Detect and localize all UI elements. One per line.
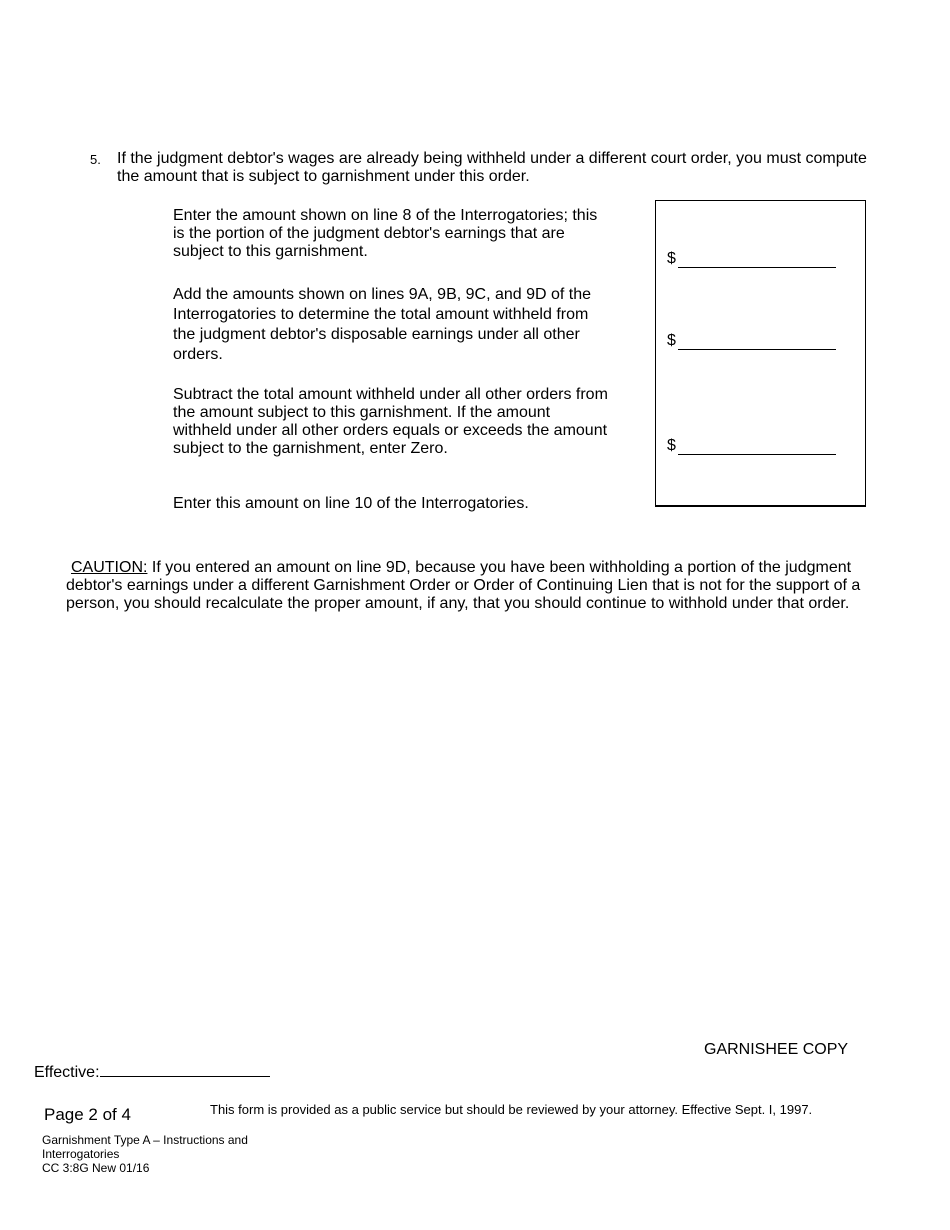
item-number: 5.: [90, 152, 101, 167]
dollar-sign: $: [667, 250, 676, 267]
item-instruction: If the judgment debtor's wages are already being withheld under a different court order, you must compute the amount that is subject to garnishment under this order.: [117, 150, 867, 185]
form-code: CC 3:8G New 01/16: [42, 1161, 150, 1175]
caution-label: CAUTION:: [71, 559, 148, 576]
step-subtract: Subtract the total amount withheld under all other orders from the amount subject to this garnishment. If the amount withheld under all other orders equals or exceeds the amount subject to the garnishment, enter Zero.: [173, 386, 608, 457]
dollar-sign: $: [667, 437, 676, 454]
step-enter-line-10: Enter this amount on line 10 of the Interrogatories.: [173, 495, 529, 512]
amount-blank-line[interactable]: [678, 453, 836, 455]
effective-label: Effective:: [34, 1064, 100, 1081]
amount-blank-line[interactable]: [678, 266, 836, 268]
garnishee-copy-label: GARNISHEE COPY: [704, 1041, 849, 1058]
dollar-sign: $: [667, 332, 676, 349]
effective-blank-line[interactable]: [100, 1062, 270, 1077]
form-info: [42, 1133, 282, 1175]
caution-paragraph: [66, 559, 881, 613]
amount-blank-line[interactable]: [678, 348, 836, 350]
page-number: Page 2 of 4: [44, 1105, 131, 1124]
caution-text: If you entered an amount on line 9D, because you have been withholding a portion of the judgment debtor's earnings under a different Garnishment Order or Order of Continuing Lien that is not for the support of a person, you should recalculate the proper amount, if any, that you should continue to withhold under that order.: [66, 559, 861, 612]
form-title: Garnishment Type A – Instructions and Interrogatories: [42, 1133, 248, 1161]
amount-box: [655, 200, 866, 507]
step-enter-line-8: Enter the amount shown on line 8 of the Interrogatories; this is the portion of the judgment debtor's earnings that are subject to this garnishment.: [173, 207, 598, 260]
disclaimer: This form is provided as a public service but should be reviewed by your attorney. Effective Sept. I, 1997.: [210, 1102, 813, 1117]
effective-field: [34, 1062, 270, 1082]
step-add-lines-9: Add the amounts shown on lines 9A, 9B, 9C, and 9D of the Interrogatories to determine the total amount withheld from the judgment debtor's disposable earnings under all other orders.: [173, 286, 592, 363]
